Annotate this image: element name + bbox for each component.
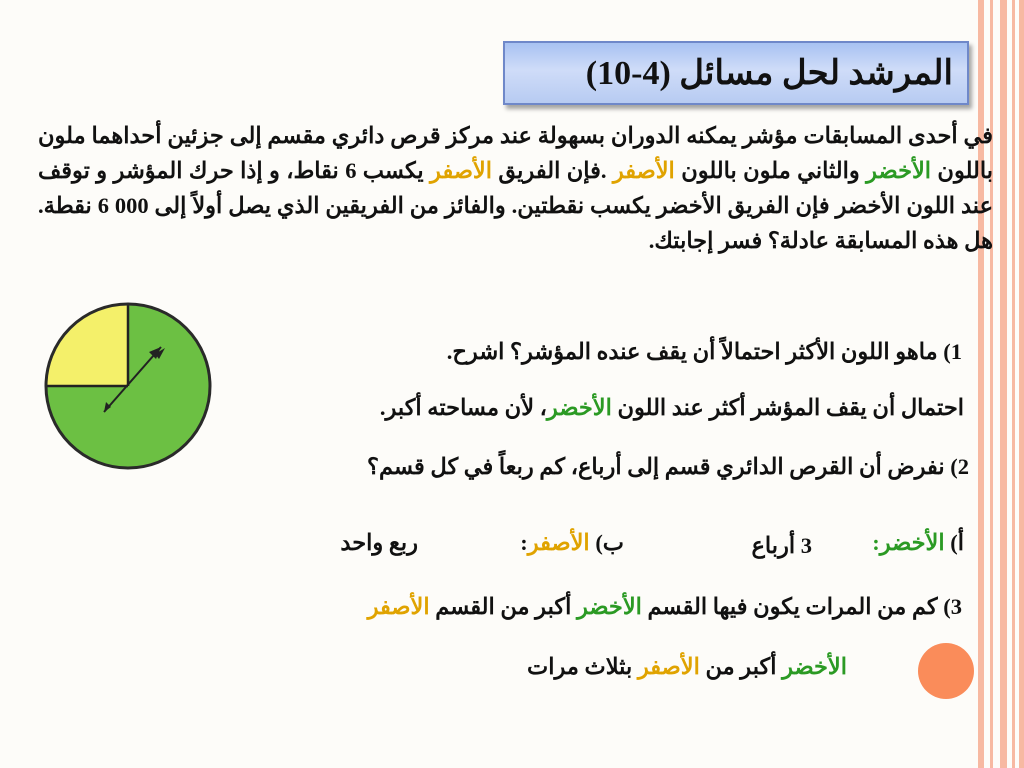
problem-text-2: والثاني ملون باللون <box>674 158 867 183</box>
answer-2b-value: ربع واحد <box>340 530 418 555</box>
question-2: 2) نفرض أن القرص الدائري قسم إلى أرباع، كم ربعاً في كل قسم؟ <box>367 454 969 479</box>
question-3-green-word: الأخضر <box>576 594 642 619</box>
problem-text-3: .فإن الفريق <box>492 158 613 183</box>
question-1: 1) ماهو اللون الأكثر احتمالاً أن يقف عنده المؤشر؟ اشرح. <box>446 339 962 364</box>
page-title: المرشد لحل مسائل (4-10) <box>585 55 953 92</box>
problem-statement <box>38 118 993 258</box>
answer-3-yellow-word: الأصفر <box>637 654 700 679</box>
problem-yellow-word-1: الأصفر <box>612 158 675 183</box>
answer-3-green-word: الأخضر <box>782 654 847 679</box>
answer-2b: ب) الأصفر: <box>520 530 624 555</box>
decorative-dot <box>918 643 974 699</box>
answer-1-green-word: الأخضر <box>546 395 612 420</box>
problem-text-4: يكسب 6 نقاط، و إذا حرك المؤشر و توقف عند اللون الأخضر فإن الفريق الأخضر يكسب نقطتين. والفائز من الفريقين الذي يصل أولاً إلى 000 6 نقطة. هل هذه المسابقة عادلة؟ فسر إجابتك. <box>38 158 993 253</box>
answer-1: احتمال أن يقف المؤشر أكثر عند اللون الأخضر، لأن مساحته أكبر. <box>379 395 964 420</box>
question-3-yellow-word: الأصفر <box>367 594 430 619</box>
answer-2a-value: 3 أرباع <box>751 533 812 558</box>
decorative-border <box>978 0 1024 768</box>
answer-3: الأخضر أكبر من الأصفر بثلاث مرات <box>527 654 847 679</box>
question-3: 3) كم من المرات يكون فيها القسم الأخضر أكبر من القسم الأصفر <box>367 594 962 619</box>
problem-green-word: الأخضر <box>866 158 932 183</box>
answer-2a-green-word: الأخضر <box>879 530 945 555</box>
spinner-disc-icon <box>40 288 220 483</box>
problem-yellow-word-2: الأصفر <box>430 158 493 183</box>
answer-2a: أ) الأخضر: <box>872 530 964 555</box>
problem-text-1: في أحدى المسابقات مؤشر يمكنه الدوران بسهولة عند مركز قرص دائري مقسم إلى جزئين أحداهما ملون باللون <box>38 123 993 183</box>
title-box <box>503 41 969 105</box>
answer-2b-yellow-word: الأصفر <box>527 530 590 555</box>
